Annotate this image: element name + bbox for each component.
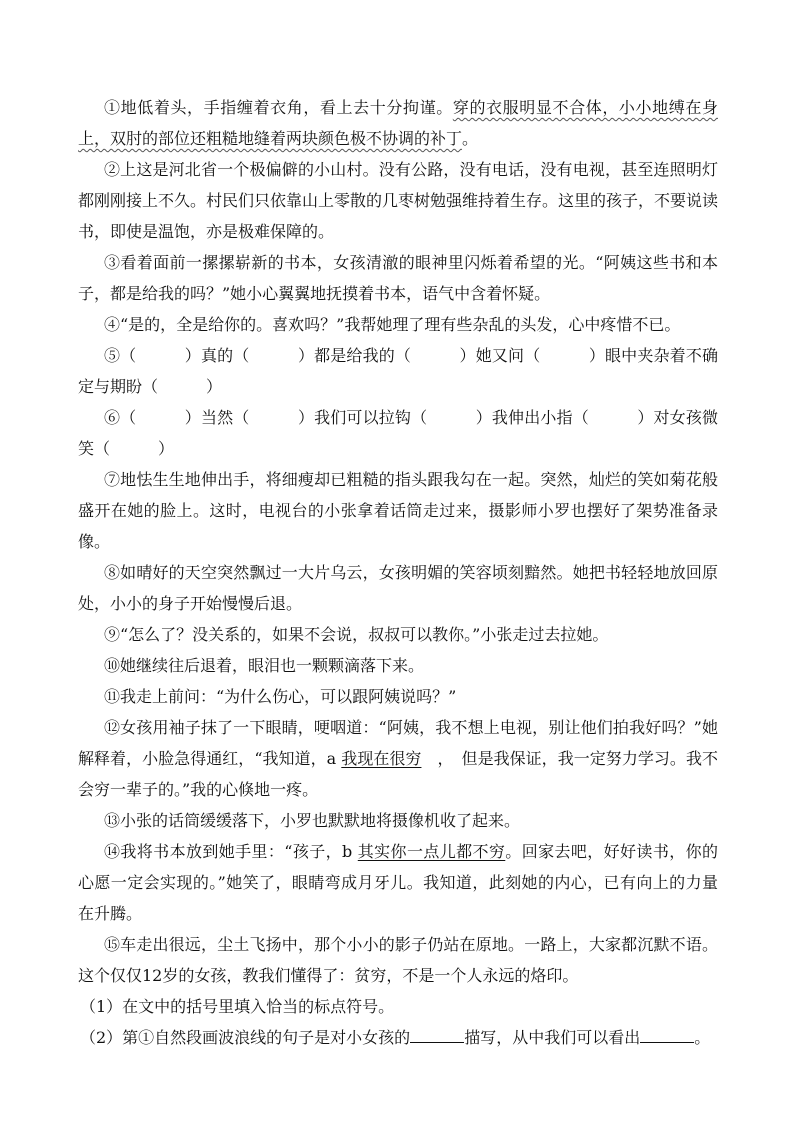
document-page xyxy=(78,92,718,1053)
paragraph-1-text: ①地低着头，手指缠着衣角，看上去十分拘谨。 xyxy=(104,98,453,117)
paragraph-5: ⑤（ ）真的（ ）都是给我的（ ）她又问（ ）眼中夹杂着不确定与期盼（ ） xyxy=(78,346,718,396)
paragraph-14 xyxy=(78,836,718,929)
answer-blank-1[interactable] xyxy=(410,1024,464,1043)
underlined-sentence-b: 其实你一点儿都不穷 xyxy=(357,842,506,861)
paragraph-2: ②上这是河北省一个极偏僻的小山村。没有公路，没有电话，没有电视，甚至连照明灯都刚刚接上不久。村民们只依靠山上零散的几枣树勉强维持着生存。这里的孩子，不要说读书，即使是温饱，亦是极难保障的。 xyxy=(78,160,719,241)
paragraph-3: ③看着面前一摞摞崭新的书本，女孩清澈的眼神里闪烁着希望的光。“阿姨这些书和本子，都是给我的吗？”她小心翼翼地抚摸着书本，语气中含着怀疑。 xyxy=(78,253,718,303)
paragraph-7: ⑦地怯生生地伸出手，将细瘦却已粗糙的指头跟我勾在一起。突然，灿烂的笑如菊花般盛开在她的脸上。这时，电视台的小张拿着话筒走过来，摄影师小罗也摆好了架势准备录像。 xyxy=(78,470,718,551)
question-1: （1）在文中的括号里填入恰当的标点符号。 xyxy=(80,997,395,1016)
paragraph-1-end: 。 xyxy=(462,129,479,148)
underlined-sentence-a: 我现在很穷 xyxy=(341,749,422,768)
answer-blank-2[interactable] xyxy=(640,1024,694,1043)
paragraph-1 xyxy=(78,92,718,154)
wavy-underlined-sentence: 穿的衣服明显不合体，小小地缚在身上，双肘的部位还粗糙地缝着两块颜色极不协调的补丁 xyxy=(78,98,718,148)
paragraph-8: ⑧如晴好的天空突然飘过一大片乌云，女孩明媚的笑容顷刻黯然。她把书轻轻地放回原处，小小的身子开始慢慢后退。 xyxy=(78,563,718,613)
paragraph-12-rest: ， 但是我保证，我一定努力学习。我不会穷一辈子的。”我的心倏地一疼。 xyxy=(78,749,718,799)
paragraph-14-rest: 。回家去吧，好好读书，你的心愿一定会实现的。”她笑了，眼睛弯成月牙儿。我知道，此刻她的内心，已有向上的力量在升腾。 xyxy=(78,842,718,923)
paragraph-14-text: ⑭我将书本放到她手里：“孩子，b xyxy=(104,842,358,861)
question-2-text: （2）第①自然段画波浪线的句子是对小女孩的 xyxy=(80,1028,411,1047)
paragraph-4: ④“是的，全是给你的。喜欢吗？”我帮她理了理有些杂乱的头发，心中疼惜不已。 xyxy=(104,315,681,334)
paragraph-6: ⑥（ ）当然（ ）我们可以拉钩（ ）我伸出小指（ ）对女孩微笑（ ） xyxy=(78,408,718,458)
paragraph-12-text: ⑫女孩用袖子抹了一下眼睛，哽咽道：“阿姨，我不想上电视，别让他们拍我好吗？”她解释着，小脸急得通红，“我知道，a xyxy=(78,718,718,768)
paragraph-12 xyxy=(78,712,718,805)
paragraph-10: ⑩她继续往后退着，眼泪也一颗颗滴落下来。 xyxy=(104,656,425,675)
paragraph-15: ⑮车走出很远，尘土飞扬中，那个小小的影子仍站在原地。一路上，大家都沉默不语。这个仅仅12岁的女孩，教我们懂得了：贫穷，不是一个人永远的烙印。 xyxy=(78,935,718,985)
question-2-middle: 描写，从中我们可以看出 xyxy=(464,1028,641,1047)
paragraph-13: ⑬小张的话筒缓缓落下，小罗也默默地将摄像机收了起来。 xyxy=(104,811,521,830)
question-2-end: 。 xyxy=(694,1028,711,1047)
paragraph-11: ⑪我走上前问：“为什么伤心，可以跟阿姨说吗？” xyxy=(104,687,457,706)
paragraph-9: ⑨“怎么了？没关系的，如果不会说，叔叔可以教你。”小张走过去拉她。 xyxy=(104,625,609,644)
question-2 xyxy=(80,1022,718,1053)
